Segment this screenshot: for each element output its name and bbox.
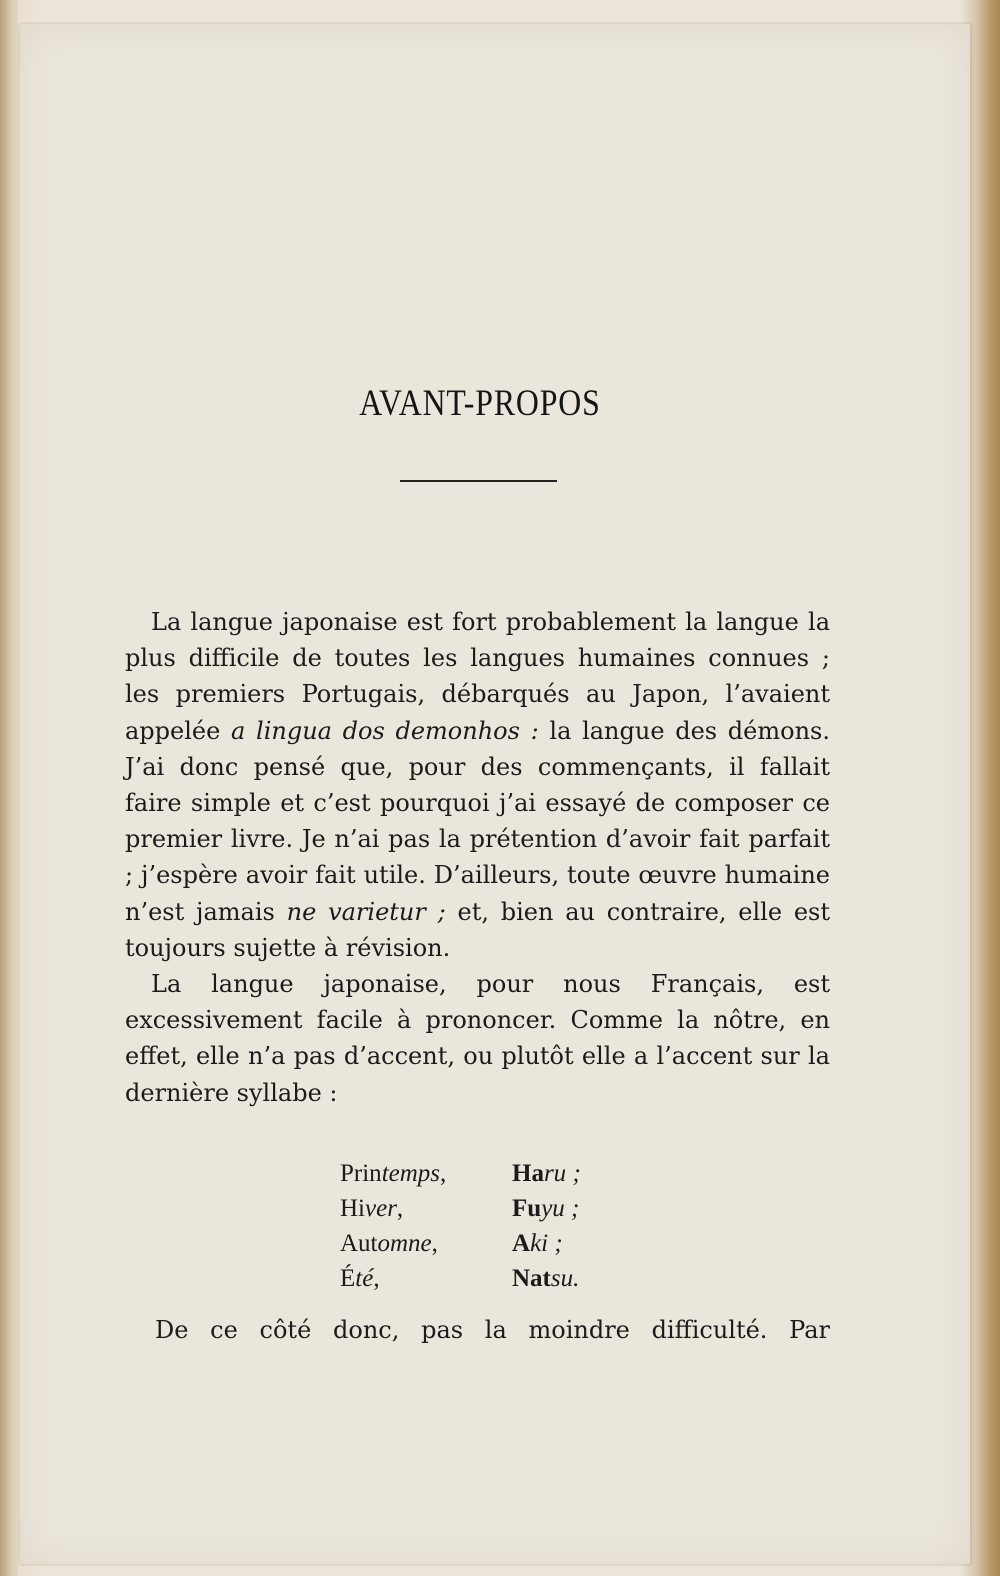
french-word: Été, <box>340 1265 380 1292</box>
example-word-list <box>340 1160 581 1300</box>
paragraph-1-italic-latin: ne varietur ; <box>286 897 446 926</box>
japanese-word: Natsu. <box>512 1265 580 1292</box>
japanese-word: Aki ; <box>512 1230 563 1257</box>
paragraph-1-part-e: et, bien au contraire, elle est toujours sujette à révision. <box>125 897 830 962</box>
example-row <box>340 1230 581 1265</box>
body-text <box>125 604 830 1111</box>
french-word: Hiver, <box>340 1195 404 1222</box>
paragraph-1-italic-phrase: a lingua dos demonhos : <box>231 716 539 745</box>
paragraph-1 <box>125 604 830 966</box>
french-word: Automne, <box>340 1230 438 1257</box>
french-word: Printemps, <box>340 1160 447 1187</box>
example-row <box>340 1265 581 1300</box>
paragraph-2: La langue japonaise, pour nous Français, est excessivement facile à prononcer. Comme la nôtre, en effet, elle n’a pas d’accent, ou plutôt elle a l’accent sur la dernière syllabe : <box>125 970 830 1107</box>
continuation-line: De ce côté donc, pas la moindre difficulté. Par <box>155 1316 830 1344</box>
japanese-word: Haru ; <box>512 1160 581 1187</box>
japanese-word: Fuyu ; <box>512 1195 580 1222</box>
page-title: AVANT-PROPOS <box>359 383 601 424</box>
example-row <box>340 1195 581 1230</box>
previous-page-edge <box>0 0 18 1576</box>
title-underline-rule <box>400 480 557 482</box>
paragraph-1-part-a: La langue japonaise est fort probablement la langue la plus difficile de toutes les langues humaines connues ; les premiers Portugais, débarqués au Japon, l’avaient appelée <box>125 608 830 745</box>
paragraph-1-part-c: la langue des démons. J’ai donc pensé que, pour des commençants, il fallait faire simple et c’est pourquoi j’ai essayé de composer ce premier livre. Je n’ai pas la prétention d’avoir fait parfait ; j’espère avoir fait utile. D’ailleurs, toute œuvre humaine n’est jamais <box>125 716 830 926</box>
example-row <box>340 1160 581 1195</box>
